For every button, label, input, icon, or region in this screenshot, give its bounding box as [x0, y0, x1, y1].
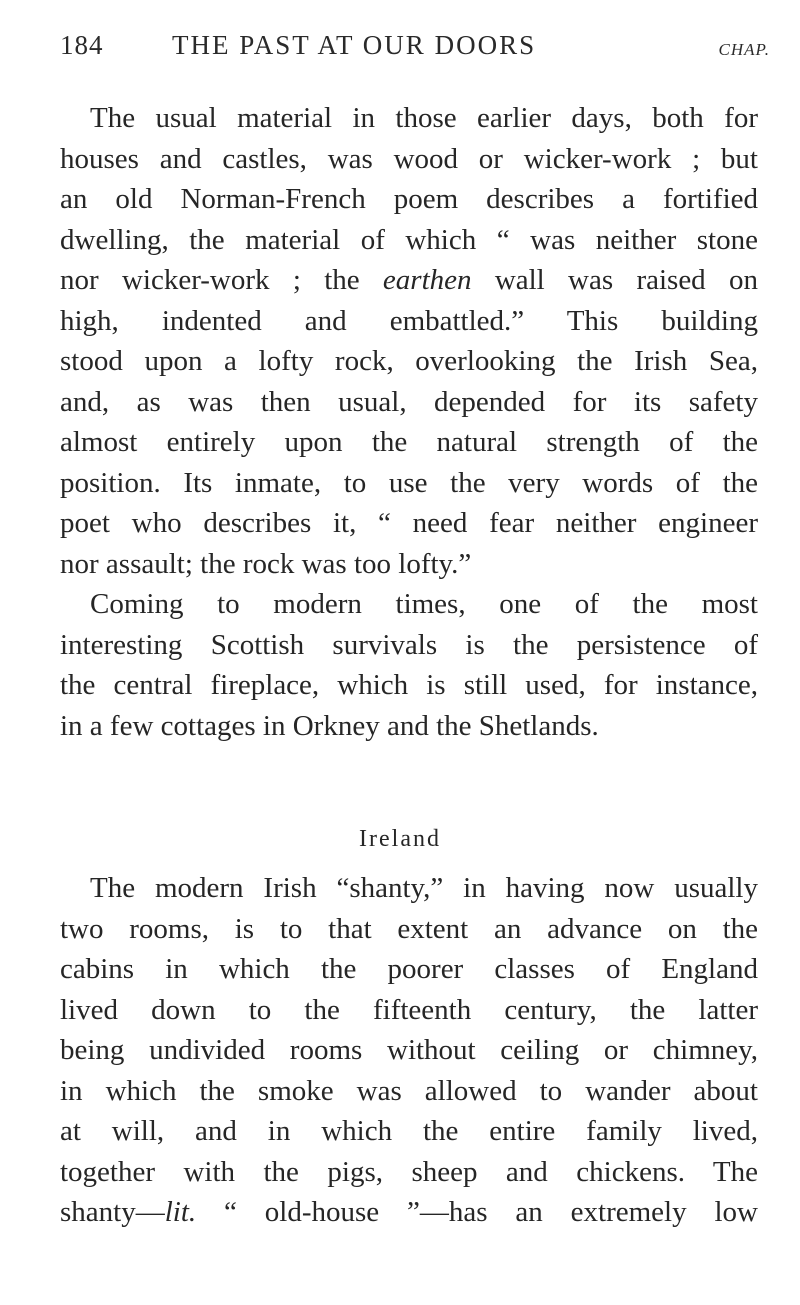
text-line: houses and castles, was wood or wicker-work ; but [60, 142, 758, 175]
text-line: in a few cottages in Orkney and the Shetlands. [60, 709, 599, 742]
text-line: the central fireplace, which is still used, for instance, [60, 669, 758, 701]
text-line: interesting Scottish survivals is the persistence of [60, 628, 758, 661]
text-line: Coming to modern times, one of the most [90, 588, 758, 620]
text-line: and, as was then usual, depended for its safety [60, 385, 758, 418]
page-number: 184 [60, 30, 104, 60]
text-line: position. Its inmate, to use the very words of the [60, 466, 758, 499]
section-heading: Ireland [359, 826, 441, 852]
text-line: high, indented and embattled.” This building [60, 304, 758, 337]
text-line: nor wicker-work ; the earthen wall was raised on [60, 264, 758, 296]
text-line: an old Norman-French poem describes a fortified [60, 183, 758, 215]
text-line: two rooms, is to that extent an advance on the [60, 912, 758, 945]
text-line: together with the pigs, sheep and chickens. The [60, 1155, 758, 1188]
text-line: at will, and in which the entire family lived, [60, 1115, 758, 1147]
text-line: stood upon a lofty rock, overlooking the Irish Sea, [60, 345, 758, 377]
body-text-section-one [60, 98, 758, 746]
page-header [60, 30, 770, 70]
text-line: almost entirely upon the natural strength of the [60, 426, 758, 458]
text-line: cabins in which the poorer classes of England [60, 953, 758, 985]
body-text-section-two [60, 868, 758, 1233]
chapter-mark: CHAP. [718, 40, 770, 59]
text-line: The modern Irish “shanty,” in having now usually [90, 872, 758, 904]
text-line: in which the smoke was allowed to wander about [60, 1074, 758, 1107]
text-line: shanty—lit. “ old-house ”—has an extremely low [60, 1196, 758, 1228]
text-line: nor assault; the rock was too lofty.” [60, 547, 472, 580]
text-line: being undivided rooms without ceiling or chimney, [60, 1034, 758, 1066]
text-line: The usual material in those earlier days, both for [90, 102, 758, 134]
text-line: poet who describes it, “ need fear neither engineer [60, 507, 758, 539]
text-line: dwelling, the material of which “ was neither stone [60, 223, 758, 256]
text-line: lived down to the fifteenth century, the latter [60, 993, 758, 1026]
running-title: THE PAST AT OUR DOORS [172, 30, 537, 60]
